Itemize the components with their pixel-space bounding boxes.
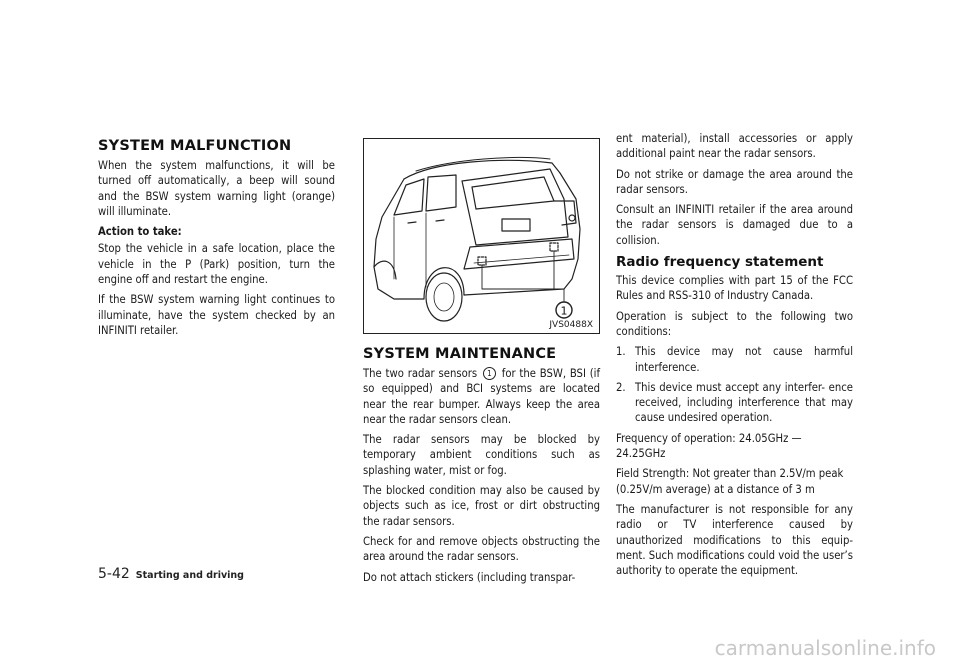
- list-item: [616, 344, 853, 375]
- section-name: Starting and driving: [135, 570, 244, 581]
- right-paragraph-2: Do not strike or damage the area around the radar sensors.: [616, 167, 853, 196]
- frequency-paragraph: Frequency of operation: 24.05GHz — 24.25GHz: [616, 431, 802, 461]
- page-footer: [98, 563, 244, 582]
- maintenance-paragraph-5: Do not attach stickers (including transpar-: [363, 570, 576, 584]
- sensor-callout-icon: 1: [483, 367, 496, 380]
- right-paragraph-1: ent material), install accessories or apply additional paint near the radar sensors.: [616, 132, 853, 161]
- conditions-list: [616, 344, 853, 425]
- middle-column: [363, 138, 600, 590]
- page-number: 5-42: [98, 566, 130, 582]
- maintenance-text-a: The two radar sensors: [363, 367, 478, 380]
- left-column: [98, 138, 335, 343]
- vehicle-figure: [363, 138, 600, 334]
- action-paragraph: Stop the vehicle in a safe location, place the vehicle in the P (Park) position, turn the engine off and restart the engine.: [98, 242, 335, 287]
- system-maintenance-heading: SYSTEM MAINTENANCE: [363, 346, 557, 362]
- list-item-number: 2.: [616, 380, 626, 394]
- figure-callout-number: 1: [560, 304, 568, 318]
- malfunction-paragraph: When the system malfunctions, it will be turned off automatically, a beep will sound and the BSW system warning light (orange) will illuminate.: [98, 159, 335, 218]
- list-item-text: This device may not cause harmful interference.: [635, 345, 853, 374]
- list-item: [616, 380, 853, 426]
- watermark: carmanualsonline.info: [714, 636, 936, 660]
- right-column: [616, 131, 853, 583]
- maintenance-paragraph-4: Check for and remove objects obstructing the area around the radar sensors.: [363, 534, 600, 564]
- right-paragraph-3: Consult an INFINITI retailer if the area around the radar sensors is damaged due to a collision.: [616, 203, 853, 247]
- right-paragraph-4: This device complies with part 15 of the FCC Rules and RSS-310 of Industry Canada.: [616, 274, 853, 303]
- maintenance-paragraph-3: The blocked condition may also be caused by objects such as ice, frost or dirt obstructing the radar sensors.: [363, 484, 600, 528]
- list-item-text: This device must accept any interfer- ence received, including interference that may cause undesired operation.: [635, 380, 853, 425]
- maintenance-paragraph-1: [363, 366, 600, 427]
- list-item-number: 1.: [616, 345, 626, 359]
- action-label: Action to take:: [98, 225, 182, 239]
- right-paragraph-5: Operation is subject to the following two conditions:: [616, 309, 853, 338]
- field-strength-paragraph: Field Strength: Not greater than 2.5V/m peak (0.25V/m average) at a distance of 3 m: [616, 467, 844, 496]
- radio-frequency-heading: Radio frequency statement: [616, 254, 824, 271]
- manufacturer-paragraph: The manufacturer is not responsible for any radio or TV interference caused by unauthorized modifications to this equip- ment. Such modifications could void the user’s authority to operate the equipment.: [616, 502, 853, 578]
- maintenance-paragraph-2: The radar sensors may be blocked by temporary ambient conditions such as splashing water, mist or fog.: [363, 433, 600, 477]
- maintenance-text-b: for the BSW, BSI (if so equipped) and BCI systems are located near the rear bumper. Always keep the area near the radar sensors clean.: [363, 367, 600, 426]
- figure-code: JVS0488X: [549, 320, 593, 330]
- vehicle-illustration: [364, 139, 599, 333]
- retailer-paragraph: If the BSW system warning light continues to illuminate, have the system checked by an INFINITI retailer.: [98, 293, 335, 337]
- system-malfunction-heading: SYSTEM MALFUNCTION: [98, 138, 292, 154]
